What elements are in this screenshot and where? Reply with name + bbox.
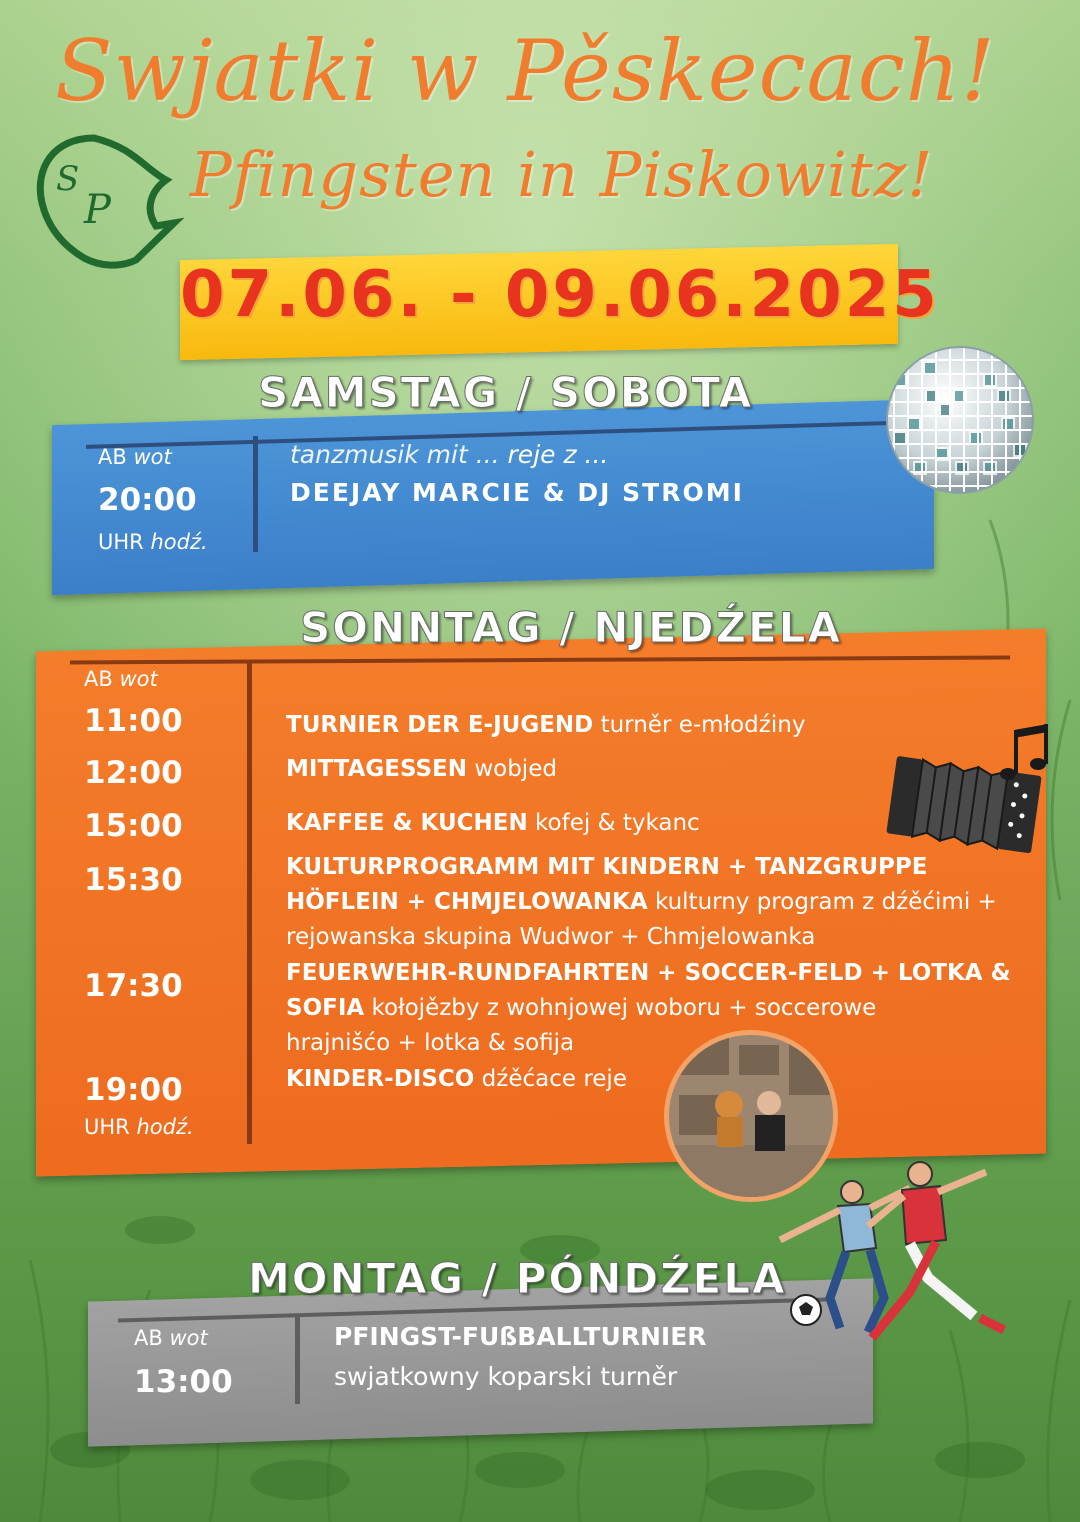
- monday-time: 13:00: [134, 1364, 233, 1400]
- sunday-event-2: MITTAGESSEN wobjed: [286, 756, 557, 782]
- saturday-act: DEEJAY MARCIE & DJ STROMI: [290, 478, 744, 507]
- saturday-intro: tanzmusik mit ... reje z ...: [290, 440, 609, 469]
- club-logo: [24, 128, 184, 273]
- sunday-time-5: 17:30: [84, 968, 183, 1004]
- sunday-event-3: KAFFEE & KUCHEN kofej & tykanc: [286, 810, 700, 836]
- monday-ab-label: AB wot: [134, 1326, 208, 1350]
- sunday-heading: SONNTAG / NJEDŹELA: [300, 603, 842, 652]
- soccer-players-icon: [760, 1148, 1020, 1358]
- sunday-ab-label: AB wot: [84, 667, 158, 691]
- sunday-event-4: KULTURPROGRAMM MIT KINDERN + TANZGRUPPE HÖFLEIN + CHMJELOWANKA kulturny program z dźěćimi + rejowanska skupina Wudwor + Chmjelowanka: [286, 854, 997, 950]
- title-german: Pfingsten in Piskowitz!: [190, 138, 934, 211]
- sunday-time-2: 12:00: [84, 755, 183, 791]
- accordion-icon: [886, 722, 1052, 872]
- sunday-time-3: 15:00: [84, 808, 183, 844]
- sunday-uhr-label: UHR hodź.: [84, 1115, 194, 1139]
- saturday-time: 20:00: [98, 482, 197, 518]
- saturday-uhr-label: UHR hodź.: [98, 530, 208, 554]
- sunday-time-1: 11:00: [84, 703, 183, 739]
- soccer-ball-icon: [791, 1295, 821, 1325]
- music-note-icon: [1000, 724, 1048, 780]
- sunday-time-6: 19:00: [84, 1072, 183, 1108]
- sunday-event-1: TURNIER DER E-JUGEND turněr e-młodźiny: [286, 712, 806, 738]
- date-range: 07.06. - 09.06.2025: [180, 258, 940, 332]
- title-sorbian: Swjatki w Pěskecach!: [55, 22, 996, 120]
- sunday-time-4: 15:30: [84, 862, 183, 898]
- svg-text:P: P: [84, 187, 111, 233]
- svg-text:S: S: [56, 159, 80, 199]
- monday-event-de: PFINGST-FUßBALLTURNIER: [334, 1322, 707, 1351]
- saturday-divider-v: [253, 436, 258, 552]
- disco-ball-icon: [884, 344, 1036, 496]
- monday-divider-v: [295, 1316, 300, 1404]
- monday-event-hsb: swjatkowny koparski turněr: [334, 1362, 678, 1391]
- saturday-ab-label: AB wot: [98, 445, 172, 469]
- sunday-event-6: KINDER-DISCO dźěćace reje: [286, 1066, 627, 1092]
- monday-heading: MONTAG / PÓNDŹELA: [248, 1254, 787, 1303]
- sunday-divider-v: [247, 660, 252, 1144]
- saturday-heading: SAMSTAG / SOBOTA: [258, 368, 754, 417]
- sunday-event-5: FEUERWEHR-RUNDFAHRTEN + SOCCER-FELD + LOTKA & SOFIA kołojězby z wohnjowej woboru + soccerowe hrajnišćo + lotka & sofija: [286, 960, 1011, 1056]
